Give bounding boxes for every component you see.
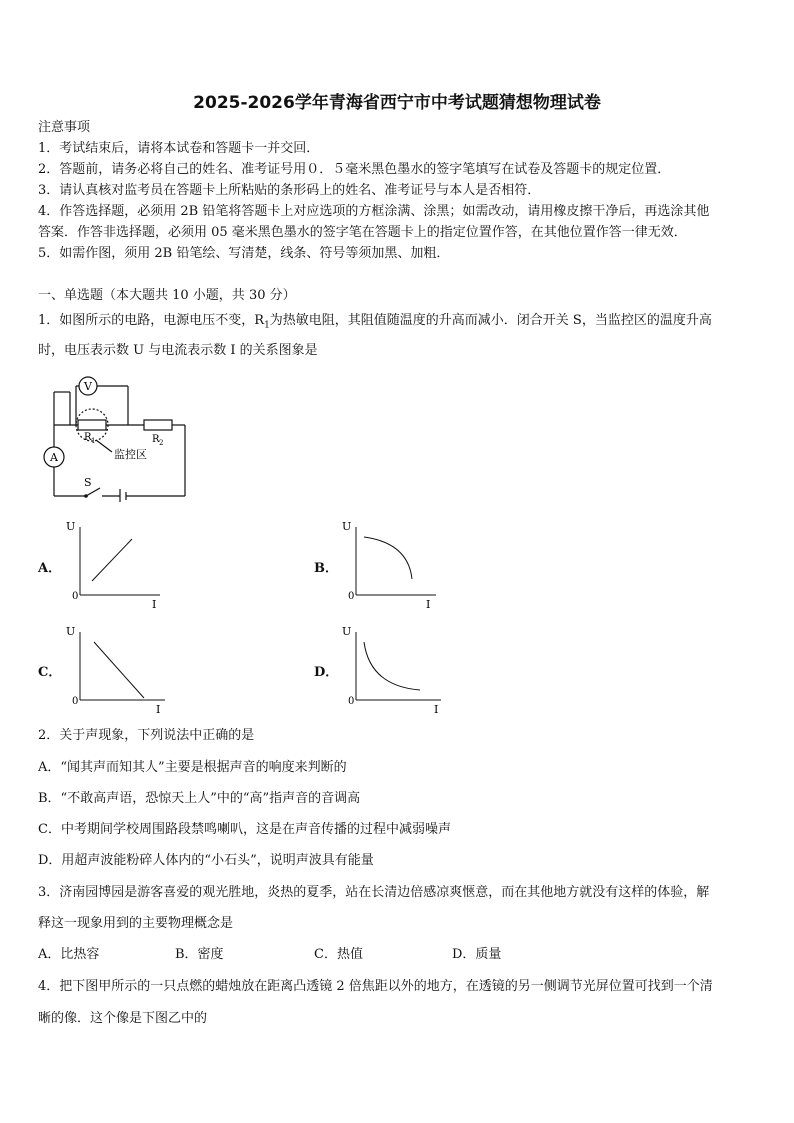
axis-y-label: U [342,625,352,638]
q3-option-d: D．质量 [452,947,502,962]
q1-option-a-graph [60,515,170,615]
q3-stem-line1: 3．济南园博园是游客喜爱的观光胜地，炎热的夏季，站在长清边倍感凉爽惬意，而在其他地方就没有这样的体验，解 [38,885,710,900]
q1-option-c-label: C． [38,665,62,680]
origin-label: 0 [72,696,79,707]
q1-stem-line1 [38,313,712,334]
axis-x-label: I [156,703,161,716]
axis-y-label: U [66,625,76,638]
notice-item: 5．如需作图，须用 2B 铅笔绘、写清楚，线条、符号等须加黑、加粗． [38,246,450,261]
r2-subscript: 2 [159,439,164,447]
q4-stem-line2: 晰的像．这个像是下图乙中的 [38,1011,208,1026]
q1-option-d-label: D． [314,665,339,680]
origin-label: 0 [348,696,355,707]
axis-y-label: U [66,520,76,533]
q2-stem: 2．关于声现象，下列说法中正确的是 [38,728,255,743]
q4-stem-line1: 4．把下图甲所示的一只点燃的蜡烛放在距离凸透镜 2 倍焦距以外的地方，在透镜的另一侧调节光屏位置可找到一个清 [38,979,713,994]
r1-subscript: 1 [91,437,96,445]
q1-text: 1．如图所示的电路，电源电压不变，R [38,313,265,328]
q1-option-b-label: B． [314,561,338,576]
q1-option-a-label: A． [38,561,62,576]
q1-option-d-graph [336,620,456,720]
q2-option-d: D．用超声波能粉碎人体内的“小石头”，说明声波具有能量 [38,853,374,868]
page-title: 2025-2026学年青海省西宁市中考试题猜想物理试卷 [193,93,601,113]
q3-option-a: A．比热容 [38,947,100,962]
origin-label: 0 [348,591,355,602]
notice-item: 1．考试结束后，请将本试卷和答题卡一并交回． [38,141,320,156]
q1-text: 为热敏电阻，其阻值随温度的升高而减小．闭合开关 S，当监控区的温度升高 [269,313,712,328]
q2-option-c: C．中考期间学校周围路段禁鸣喇叭，这是在声音传播的过程中减弱噪声 [38,822,451,837]
ammeter-label: A [50,451,58,464]
axis-y-label: U [342,520,352,533]
q2-option-b: B．“不敢高声语，恐惊天上人”中的“高”指声音的音调高 [38,791,361,806]
axis-x-label: I [434,703,439,716]
notice-item: 4．作答选择题，必须用 2B 铅笔将答题卡上对应选项的方框涂满、涂黑；如需改动，请用橡皮擦干净后，再选涂其他 [38,204,710,219]
origin-label: 0 [72,591,79,602]
q2-option-a: A．“闻其声而知其人”主要是根据声音的响度来判断的 [38,760,347,775]
voltmeter-label: V [84,380,92,393]
r2-resistor [144,420,172,430]
q3-option-c: C．热值 [314,947,363,962]
axis-x-label: I [152,598,157,611]
notice-item: 3．请认真核对监考员在答题卡上所粘贴的条形码上的姓名、准考证号与本人是否相符． [38,183,541,198]
notice-heading: 注意事项 [38,120,91,135]
r1-resistor [78,420,106,430]
q1-stem-line2: 时，电压表示数 U 与电流表示数 I 的关系图象是 [38,343,318,358]
q1-subscript: 1 [264,320,270,331]
r2-label: R [152,434,160,445]
notice-item: 答案．作答非选择题，必须用 05 毫米黑色墨水的签字笔在答题卡上的指定位置作答，在其他位置作答一律无效． [38,225,687,240]
section-heading: 一、单选题（本大题共 10 小题，共 30 分） [38,288,296,303]
q1-circuit-diagram [40,372,200,502]
q1-option-b-graph [336,515,446,615]
switch-label: S [84,476,92,489]
axis-x-label: I [426,598,431,611]
r1-label: R [84,432,92,443]
notice-item: 2．答题前，请务必将自己的姓名、准考证号用０．５毫米黑色墨水的签字笔填写在试卷及答题卡的规定位置． [38,162,671,177]
q3-option-b: B．密度 [175,947,224,962]
monitor-zone-label: 监控区 [114,448,147,461]
q1-option-c-graph [60,620,180,720]
q3-stem-line2: 释这一现象用到的主要物理概念是 [38,916,234,931]
